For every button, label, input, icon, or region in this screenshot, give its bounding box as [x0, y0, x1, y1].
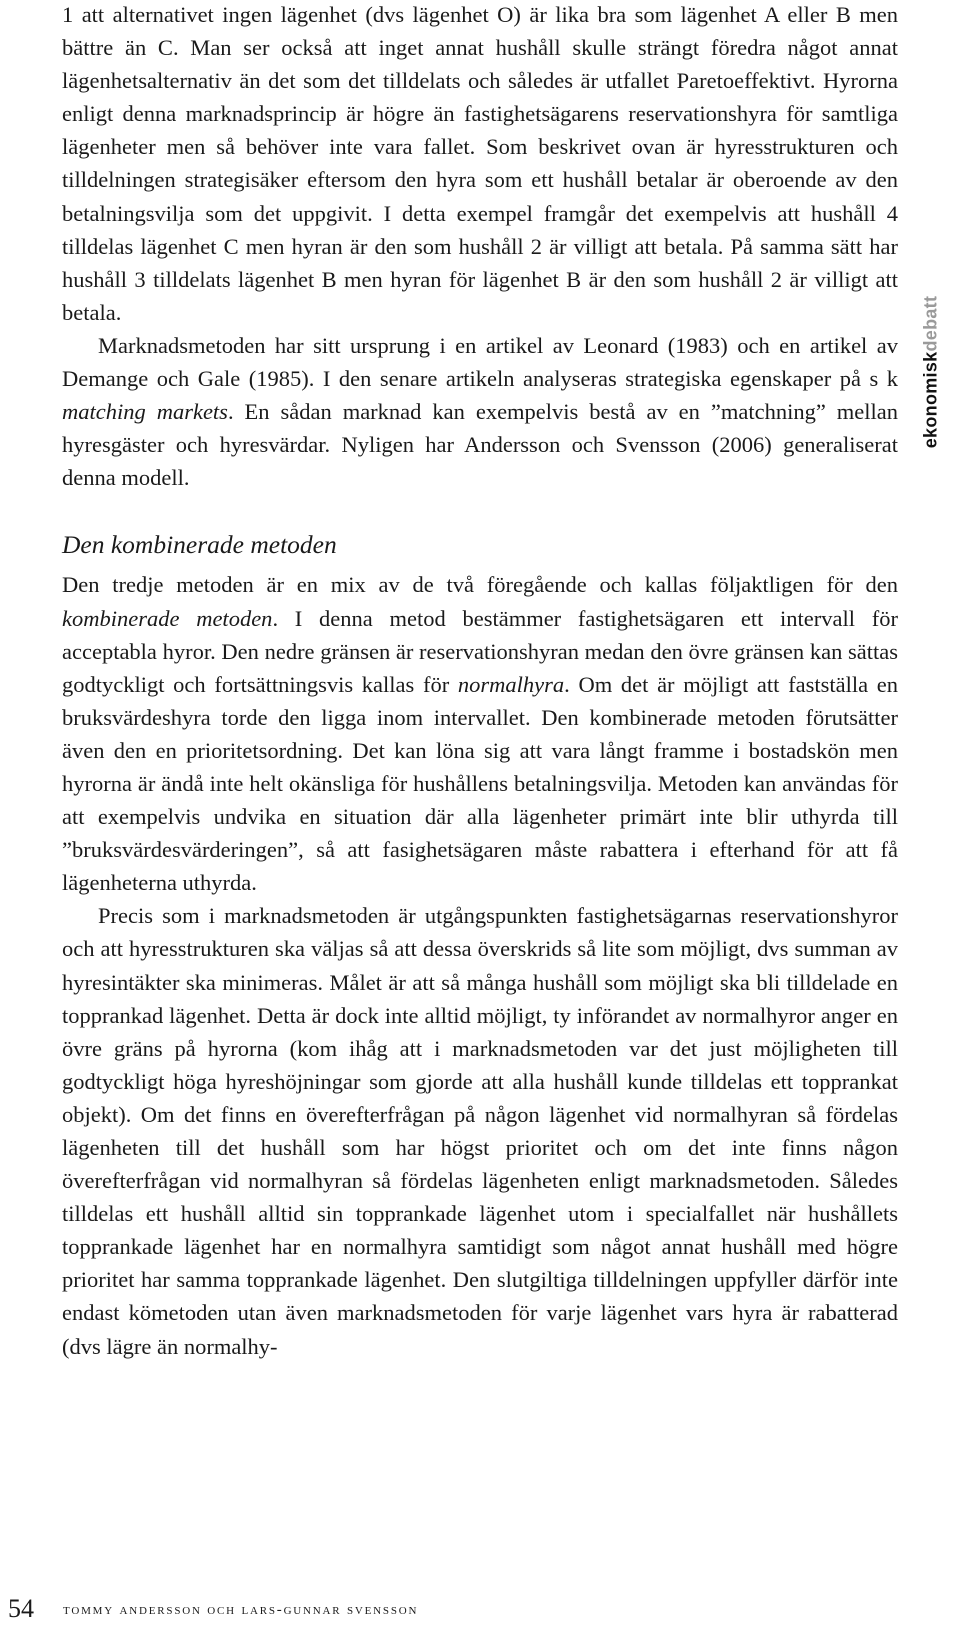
paragraph-market-origin [62, 329, 898, 494]
paragraph-market-example: 1 att alternativet ingen lägenhet (dvs lägenhet O) är lika bra som lägenhet A eller B men bättre än C. Man ser också att inget annat hushåll skulle strängt föredra något annat lägenhetsalternativ än det som det tilldelats och således är utfallet Paretoeffektivt. Hyrorna enligt denna marknadsprincip är högre än fastighetsägarens reservationshyra för samtliga lägenheter men så behöver inte vara fallet. Som beskrivet ovan är hyresstrukturen och tilldelningen strategisäker eftersom den hyra som ett hushåll betalar är oberoende av den betalningsvilja som det uppgivit. I detta exempel framgår det exempelvis att hushåll 4 tilldelas lägenhet C men hyran är den som hushåll 2 är villigt att betala. På samma sätt har hushåll 3 tilldelats lägenhet B men hyran för lägenhet B är den som hushåll 2 är villigt att betala. [62, 2, 898, 325]
paragraph-market-origin-part-2: . En sådan marknad kan exempelvis bestå av en ”matchning” mellan hyresgäster och hyresvärdar. Nyligen har Andersson och Svensson (2006) generaliserat denna modell. [62, 399, 898, 491]
paragraph-market-origin-part-1: Marknadsmetoden har sitt ursprung i en artikel av Leonard (1983) och en artikel av Demange och Gale (1985). I den senare artikeln analyseras strategiska egenskaper på s k [62, 332, 898, 392]
term-normalhyra: normalhyra [457, 671, 565, 697]
term-matching-markets: matching markets [62, 399, 228, 425]
journal-side-tag-text [921, 296, 942, 449]
paragraph-combined-method [62, 568, 898, 899]
page-footer [0, 1592, 960, 1632]
journal-side-tag [911, 272, 951, 472]
side-tag-strong: ekonomisk [920, 351, 941, 449]
paragraph-combined-part-2: . I denna metod bestämmer fastighetsägaren ett intervall för acceptabla hyror. Den nedre gränsen är reservationshyran medan den övre gränsen kan sättas godtyckligt och fortsättningsvis kallas för [62, 605, 898, 697]
main-text-column [62, 0, 898, 1363]
section-heading: Den kombinerade metoden [62, 530, 337, 560]
page-number: 54 [8, 1594, 34, 1623]
paragraph-reservation-rents: Precis som i marknadsmetoden är utgångspunkten fastighetsägarnas reservationshyror och att hyresstrukturen ska väljas så att dessa överskrids så lite som möjligt, dvs summan av hyresintäkter ska minimeras. Målet är att så många hushåll som möjligt ska bli tilldelade en topprankad lägenhet. Detta är dock inte alltid möjligt, ty införandet av normalhyror anger en övre gräns på hyrorna (kom ihåg att i marknadsmetoden var det just möjligheten till godtyckligt höga hyreshöjningar som gjorde att alla hushåll kunde tilldelas ett topprankat objekt). Om det finns en överefterfrågan på någon lägenhet vid normalhyran så fördelas lägenheten till det hushåll som har högst prioritet och om det inte finns någon överefterfrågan vid normalhyran så fördelas lägenheten enligt marknadsmetoden. Således tilldelas ett hushåll alltid sin topprankade lägenhet utom i specialfallet när hushållets topprankade lägenhet har en normalhyra samtidigt som något annat hushåll med högre prioritet har samma topprankade lägenhet. Den slutgiltiga tilldelningen uppfyller därför inte endast kömetoden utan även marknadsmetoden för varje lägenhet vars hyra är rabatterad (dvs lägre än normalhy- [62, 903, 898, 1359]
running-footer-authors: tommy andersson och lars-gunnar svensson [63, 1602, 419, 1618]
paragraph-combined-part-3: . Om det är möjligt att fastställa en bruksvärdeshyra torde den ligga inom intervallet. Den kombinerade metoden förutsätter även den en prioritetsordning. Det kan löna sig att vara långt framme i bostadskön men hyrorna är ändå inte helt okänsliga för hushållens betalningsvilja. Metoden kan användas för att exempelvis undvika en situation där alla lägenheter primärt inte blir uthyrda till ”bruksvärdesvärderingen”, så att fasighetsägaren måste rabattera i efterhand för att få lägenheterna uthyrda. [62, 671, 898, 896]
paragraph-combined-part-1: Den tredje metoden är en mix av de två föregående och kallas följaktligen för den [62, 572, 898, 598]
side-tag-light: debatt [920, 295, 941, 352]
term-kombinerade-metoden: kombinerade metoden [62, 605, 273, 631]
